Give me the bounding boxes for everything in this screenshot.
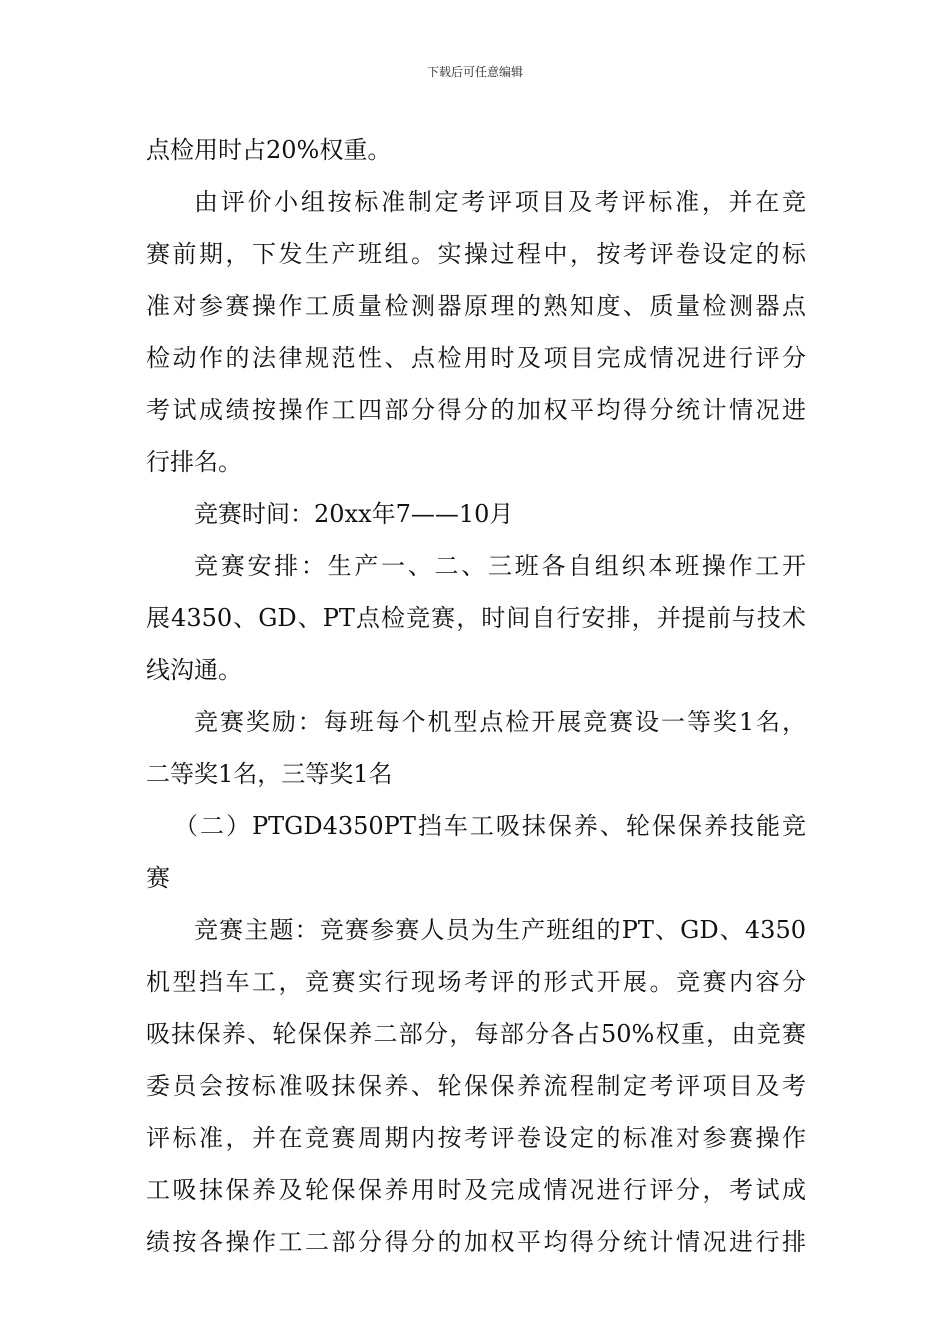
page-header: 下载后可任意编辑 xyxy=(426,65,523,79)
text-line: 竞赛主题：竞赛参赛人员为生产班组的PT、GD、4350 xyxy=(194,916,806,944)
text-line: 赛前期，下发生产班组。实操过程中，按考评卷设定的标 xyxy=(146,240,806,268)
section-heading: （二）PTGD4350PT挡车工吸抹保养、轮保保养技能竞 xyxy=(174,812,806,840)
text-line: 竞赛安排：生产一、二、三班各自组织本班操作工开 xyxy=(194,552,806,580)
text-line: 线沟通。 xyxy=(146,656,242,684)
text-line: 展4350、GD、PT点检竞赛，时间自行安排，并提前与技术 xyxy=(146,604,806,632)
text-line: 点检用时占20%权重。 xyxy=(146,136,392,164)
text-line: 二等奖1名，三等奖1名 xyxy=(146,760,393,788)
text-line: 评标准，并在竞赛周期内按考评卷设定的标准对参赛操作 xyxy=(146,1124,806,1152)
text-line: 工吸抹保养及轮保保养用时及完成情况进行评分，考试成 xyxy=(146,1176,806,1204)
text-line: 行排名。 xyxy=(146,448,242,476)
section-heading-cont: 赛 xyxy=(146,864,170,892)
text-line: 委员会按标准吸抹保养、轮保保养流程制定考评项目及考 xyxy=(146,1072,806,1100)
text-line: 吸抹保养、轮保保养二部分，每部分各占50%权重，由竞赛 xyxy=(146,1020,806,1048)
text-line: 考试成绩按操作工四部分得分的加权平均得分统计情况进 xyxy=(146,396,806,424)
text-line: 竞赛时间：20xx年7——10月 xyxy=(194,500,514,528)
text-line: 机型挡车工，竞赛实行现场考评的形式开展。竞赛内容分 xyxy=(146,968,806,996)
document-body xyxy=(146,124,806,1268)
text-line: 绩按各操作工二部分得分的加权平均得分统计情况进行排 xyxy=(146,1228,806,1256)
text-line: 由评价小组按标准制定考评项目及考评标准，并在竞 xyxy=(194,188,806,216)
text-line: 竞赛奖励：每班每个机型点检开展竞赛设一等奖1名， xyxy=(194,708,806,736)
text-line: 准对参赛操作工质量检测器原理的熟知度、质量检测器点 xyxy=(146,292,806,320)
text-line: 检动作的法律规范性、点检用时及项目完成情况进行评分 xyxy=(146,344,806,372)
